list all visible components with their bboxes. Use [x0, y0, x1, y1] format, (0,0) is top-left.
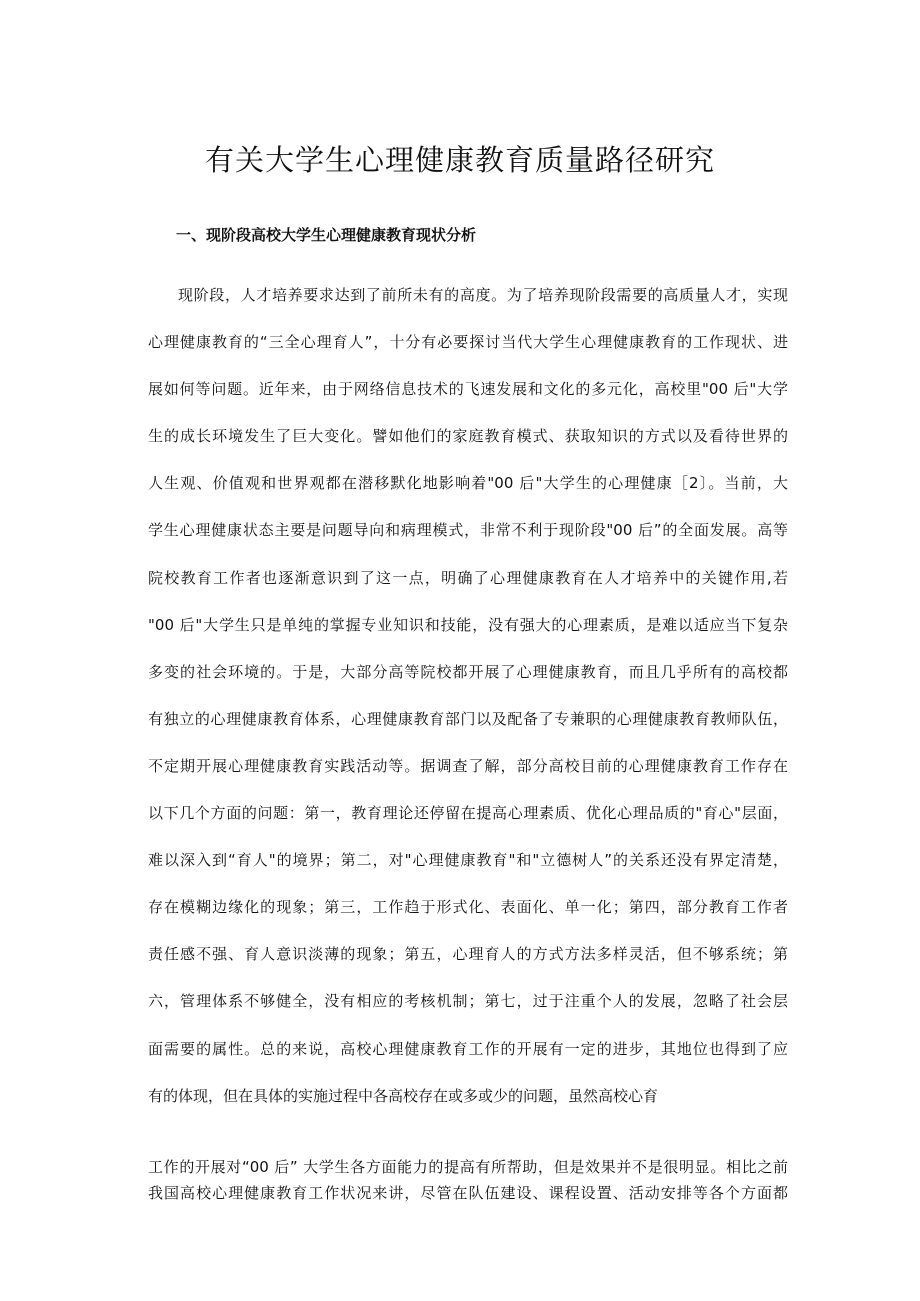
paragraph-line: "00 后"大学生只是单纯的掌握专业知识和技能，没有强大的心理素质，是难以适应当下复杂	[148, 615, 788, 634]
paragraph-line: 我国高校心理健康教育工作状况来讲，尽管在队伍建设、课程设置、活动安排等各个方面都	[148, 1184, 788, 1202]
paragraph-line: 人生观、价值观和世界观都在潜移默化地影响着"00 后"大学生的心理健康［2〕。当前，大	[148, 474, 788, 493]
paragraph-line: 学生心理健康状态主要是问题导向和病理模式，非常不利于现阶段"00 后”的全面发展。高等	[148, 521, 788, 540]
paragraph-line: 责任感不强、育人意识淡薄的现象；第五，心理育人的方式方法多样灵活，但不够系统；第	[148, 945, 788, 964]
paragraph-line: 生的成长环境发生了巨大变化。譬如他们的家庭教育模式、获取知识的方式以及看待世界的	[148, 427, 788, 446]
paragraph-line: 面需要的属性。总的来说，高校心理健康教育工作的开展有一定的进步，其地位也得到了应	[148, 1039, 788, 1058]
section-heading: 一、现阶段高校大学生心理健康教育现状分析	[176, 226, 477, 244]
paragraph-line: 以下几个方面的问题：第一，教育理论还停留在提高心理素质、优化心理品质的"育心"层面，	[148, 804, 788, 823]
paragraph-line: 难以深入到“育人"的境界；第二，对"心理健康教育"和"立德树人”的关系还没有界定清楚，	[148, 851, 788, 870]
paragraph-line: 六，管理体系不够健全，没有相应的考核机制；第七，过于注重个人的发展，忽略了社会层	[148, 992, 788, 1011]
document-title: 有关大学生心理健康教育质量路径研究	[204, 143, 715, 177]
paragraph-line: 现阶段，人才培养要求达到了前所未有的高度。为了培养现阶段需要的高质量人才，实现	[178, 286, 788, 304]
paragraph-line: 院校教育工作者也逐渐意识到了这一点，明确了心理健康教育在人才培养中的关键作用,若	[148, 568, 788, 587]
paragraph-line: 存在模糊边缘化的现象；第三，工作趋于形式化、表面化、单一化；第四，部分教育工作者	[148, 898, 788, 917]
paragraph-line: 展如何等问题。近年来，由于网络信息技术的飞速发展和文化的多元化，高校里"00 后"大学	[148, 380, 788, 399]
paragraph-line: 工作的开展对“00 后” 大学生各方面能力的提高有所帮助，但是效果并不是很明显。相比之前	[148, 1158, 788, 1176]
paragraph-continuation	[148, 1154, 788, 1206]
paragraph-line: 心理健康教育的“三全心理育人”，十分有必要探讨当代大学生心理健康教育的工作现状、进	[148, 333, 788, 352]
paragraph-line: 有独立的心理健康教育体系，心理健康教育部门以及配备了专兼职的心理健康教育教师队伍，	[148, 709, 788, 728]
paragraph-body	[148, 282, 788, 1130]
paragraph-line: 有的体现，但在具体的实施过程中各高校存在或多或少的问题，虽然高校心育	[148, 1086, 659, 1105]
paragraph-line: 多变的社会环境的。于是，大部分高等院校都开展了心理健康教育，而且几乎所有的高校都	[148, 662, 788, 681]
paragraph-line: 不定期开展心理健康教育实践活动等。据调查了解，部分高校目前的心理健康教育工作存在	[148, 756, 788, 775]
